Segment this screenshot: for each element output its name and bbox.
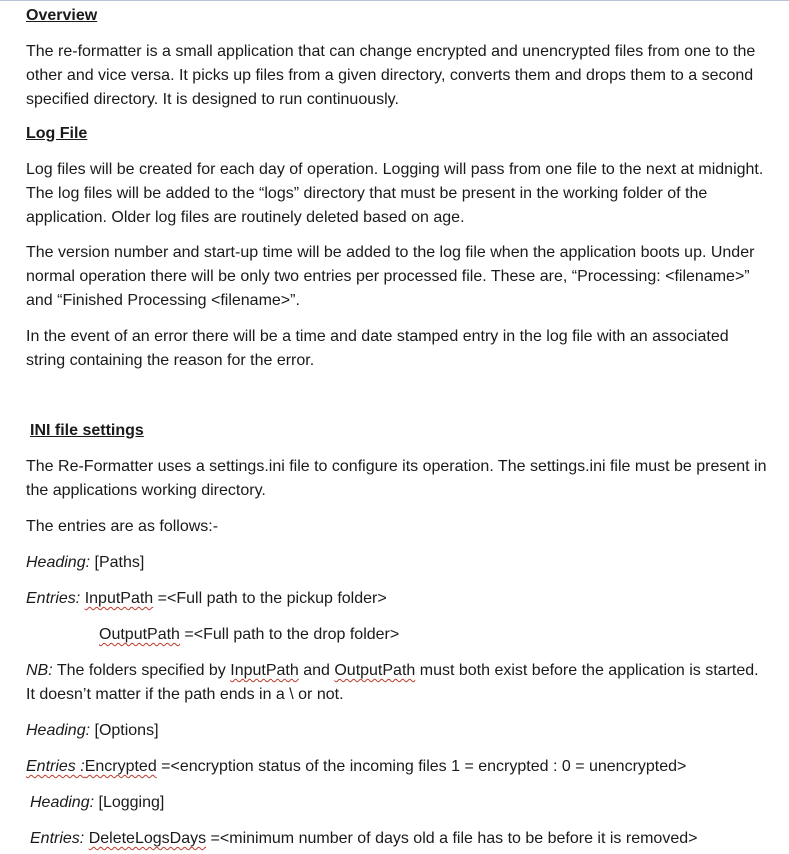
document-body xyxy=(26,6,771,851)
paths-heading-value: [Paths] xyxy=(90,554,145,571)
nb-input-path: InputPath xyxy=(230,662,299,679)
options-heading-value: [Options] xyxy=(90,722,159,739)
delete-logs-line xyxy=(26,827,771,851)
logging-heading-line xyxy=(26,791,771,815)
encrypted-line xyxy=(26,755,771,779)
nb-paragraph xyxy=(26,659,771,707)
nb-text-2: must both exist before the application is started. It doesn’t matter if the path ends in a \ or not. xyxy=(26,662,759,703)
paths-entries-label: Entries: xyxy=(26,590,81,607)
output-path-key: OutputPath xyxy=(99,626,180,643)
nb-text-1: The folders specified by xyxy=(52,662,231,679)
log-file-paragraph-2: The version number and start-up time will be added to the log file when the application boots up. Under normal operation there will be only two entries per processed file. These are, “Processing: <filename>” and “Finished Processing <filename>”. xyxy=(26,244,755,309)
page-top-border xyxy=(0,0,789,1)
delete-logs-value: =<minimum number of days old a file has to be before it is removed> xyxy=(206,830,698,847)
output-path-line xyxy=(26,623,771,647)
input-path-key: InputPath xyxy=(84,590,154,607)
input-path-line xyxy=(26,587,771,611)
options-entries-label: Entries : xyxy=(26,758,85,775)
log-file-paragraph-1: Log files will be created for each day of operation. Logging will pass from one file to the next at midnight. The log files will be added to the “logs” directory that must be present in the working folder of the application. Older log files are routinely deleted based on age. xyxy=(26,161,764,226)
ini-paragraph-2: The entries are as follows:- xyxy=(26,518,219,535)
overview-paragraph: The re-formatter is a small application that can change encrypted and unencrypted files from one to the other and vice versa. It picks up files from a given directory, converts them and drops them to a second specified directory. It is designed to run continuously. xyxy=(26,43,756,108)
options-heading-label: Heading: xyxy=(26,722,91,739)
options-heading-line xyxy=(26,719,771,743)
paths-heading-label: Heading: xyxy=(26,554,91,571)
logging-heading-label: Heading: xyxy=(30,794,95,811)
ini-heading: INI file settings xyxy=(30,422,144,439)
output-path-value: =<Full path to the drop folder> xyxy=(179,626,400,643)
nb-and: and xyxy=(298,662,335,679)
paths-heading-line xyxy=(26,551,771,575)
encrypted-key: Encrypted xyxy=(84,758,157,775)
nb-output-path: OutputPath xyxy=(334,662,416,679)
logging-entries-label: Entries: xyxy=(30,830,85,847)
log-file-paragraph-3: In the event of an error there will be a time and date stamped entry in the log file with an associated string containing the reason for the error. xyxy=(26,328,729,369)
input-path-value: =<Full path to the pickup folder> xyxy=(153,590,387,607)
logging-heading-value: [Logging] xyxy=(94,794,165,811)
log-file-heading: Log File xyxy=(26,125,88,142)
delete-logs-key: DeleteLogsDays xyxy=(88,830,207,847)
ini-paragraph-1: The Re-Formatter uses a settings.ini file to configure its operation. The settings.ini file must be present in the applications working directory. xyxy=(26,458,767,499)
overview-heading: Overview xyxy=(26,7,98,24)
nb-label: NB: xyxy=(26,662,53,679)
encrypted-value: =<encryption status of the incoming files 1 = encrypted : 0 = unencrypted> xyxy=(156,758,687,775)
